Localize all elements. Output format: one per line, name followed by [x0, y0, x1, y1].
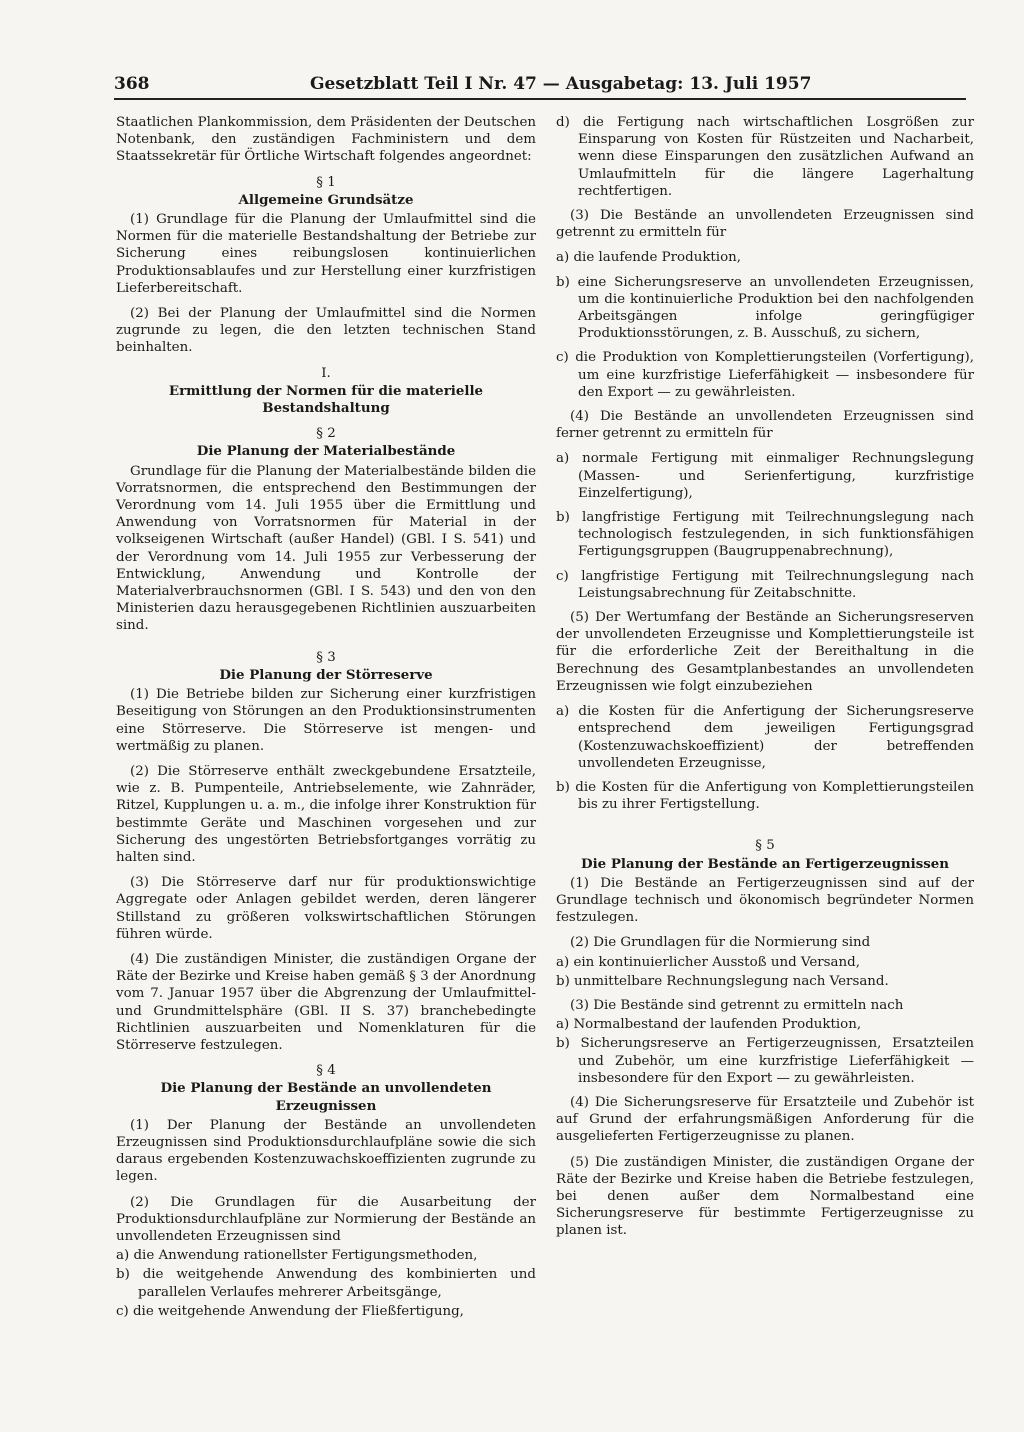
paragraph: (4) Die Bestände an unvollendeten Erzeugnissen sind ferner getrennt zu ermitteln für [556, 409, 974, 442]
intro-paragraph: Staatlichen Plankommission, dem Präsidenten der Deutschen Notenbank, den zuständigen Fachministern und dem Staatssekretär für Örtliche Wirtschaft folgendes angeordnet: [116, 115, 536, 165]
paragraph: Grundlage für die Planung der Materialbestände bilden die Vorratsnormen, die entsprechend den Bestimmungen der Verordnung vom 14. Juli 1955 über die Ermittlung und Anwendung von Vorratsnormen für Material in der volkseigenen Wirtschaft (außer Handel) (GBl. I S. 541) und der Verordnung vom 14. Juli 1955 zur Verbesserung der Entwicklung, Anwendung und Kontrolle der Materialverbrauchsnormen (GBl. I S. 543) und den von den Ministerien dazu herausgegebenen Richtlinien auszuarbeiten sind. [116, 463, 536, 634]
left-column [116, 114, 536, 1322]
paragraph: (5) Die zuständigen Minister, die zuständigen Organe der Räte der Bezirke und Kreise haben die Betriebe festzulegen, bei denen außer dem Normalbestand eine Sicherungsreserve für bestimmte Fertigerzeugnisse zu planen ist. [556, 1154, 974, 1239]
section-number: § 1 [316, 174, 336, 190]
list-item: a) die laufende Produktion, [556, 250, 742, 266]
list-item: d) die Fertigung nach wirtschaftlichen Losgrößen zur Einsparung von Kosten für Rüstzeiten und Nacharbeit, wenn diese Einsparungen den zusätzlichen Aufwand an Umlaufmitteln für die längere Lagerhaltung rechtfertigen. [556, 115, 974, 199]
paragraph: (3) Die Bestände an unvollendeten Erzeugnissen sind getrennt zu ermitteln für [556, 208, 974, 241]
section-number: § 2 [316, 426, 336, 442]
list-item: c) die weitgehende Anwendung der Fließfertigung, [116, 1303, 464, 1319]
paragraph: (4) Die zuständigen Minister, die zuständigen Organe der Räte der Bezirke und Kreise haben gemäß § 3 der Anordnung vom 7. Januar 1957 über die Abgrenzung der Umlaufmittel- und Grundmittelsphäre (GBl. II S. 37) branchebedingte Richtlinien auszuarbeiten und Nomenklaturen für die Störreserve festzulegen. [116, 951, 536, 1053]
page-header [114, 74, 966, 100]
list-item: a) ein kontinuierlicher Ausstoß und Versand, [556, 954, 860, 970]
section-number: § 4 [316, 1063, 336, 1079]
section-heading: Die Planung der Störreserve [219, 666, 433, 683]
list-item: b) langfristige Fertigung mit Teilrechnungslegung nach technologisch festzulegenden, in sich funktionsfähigen Fertigungsgruppen (Baugruppenabrechnung), [556, 510, 974, 560]
list-item: c) die Produktion von Komplettierungsteilen (Vorfertigung), um eine kurzfristige Lieferfähigkeit — insbesondere für den Export — zu gewährleisten. [556, 350, 974, 400]
paragraph: (3) Die Bestände sind getrennt zu ermitteln nach [570, 997, 904, 1013]
section-heading: Die Planung der Bestände an Fertigerzeugnissen [580, 855, 950, 872]
page-number: 368 [114, 74, 150, 94]
section-number: § 3 [316, 649, 336, 665]
paragraph: (1) Die Betriebe bilden zur Sicherung einer kurzfristigen Beseitigung von Störungen an den Produktionsinstrumenten eine Störreserve. Die Störreserve ist mengen- und wertmäßig zu planen. [116, 687, 536, 754]
section-heading: Allgemeine Grundsätze [238, 191, 414, 208]
paragraph: (1) Der Planung der Bestände an unvollendeten Erzeugnissen sind Produktionsdurchlaufpläne sowie die sich daraus ergebenden Kostenzuwachskoeffizienten zugrunde zu legen. [116, 1117, 536, 1185]
paragraph: (2) Die Störreserve enthält zweckgebundene Ersatzteile, wie z. B. Pumpenteile, Antriebselemente, wie Zahnräder, Ritzel, Kupplungen u. a. m., die infolge ihrer Konstruktion für bestimmte Geräte und Maschinen vorgesehen und zur Sicherung des ungestörten Betriebsfortganges vorrätig zu halten sind. [116, 763, 536, 865]
part-number: I. [321, 365, 331, 381]
section-heading: Die Planung der Bestände an unvollendeten Erzeugnissen [160, 1080, 492, 1114]
list-item: b) eine Sicherungsreserve an unvollendeten Erzeugnissen, um die kontinuierliche Produktion bei den nachfolgenden Arbeitsgängen infolge geringfügiger Produktionsstörungen, z. B. Ausschuß, zu sichern, [556, 274, 974, 342]
list-item: a) die Anwendung rationellster Fertigungsmethoden, [116, 1248, 478, 1264]
list-item: b) die Kosten für die Anfertigung von Komplettierungsteilen bis zu ihrer Fertigstellung. [556, 779, 974, 813]
paragraph: (2) Bei der Planung der Umlaufmittel sind die Normen zugrunde zu legen, die den letzten technischen Stand beinhalten. [116, 306, 536, 356]
list-item: c) langfristige Fertigung mit Teilrechnungslegung nach Leistungsabrechnung für Zeitabschnitte. [556, 568, 974, 601]
list-item: b) Sicherungsreserve an Fertigerzeugnissen, Ersatzteilen und Zubehör, um eine kurzfristige Lieferfähigkeit — insbesondere für den Export — zu gewährleisten. [556, 1036, 974, 1086]
list-item: a) die Kosten für die Anfertigung der Sicherungsreserve entsprechend dem jeweiligen Fertigungsgrad (Kostenzuwachskoeffizient) der betreffenden unvollendeten Erzeugnisse, [556, 704, 974, 771]
list-item: b) unmittelbare Rechnungslegung nach Versand. [556, 973, 889, 989]
section-number: § 5 [755, 838, 775, 854]
list-item: b) die weitgehende Anwendung des kombinierten und parallelen Verlaufes mehrerer Arbeitsgänge, [116, 1267, 536, 1300]
paragraph: (2) Die Grundlagen für die Ausarbeitung der Produktionsdurchlaufpläne zur Normierung der Bestände an unvollendeten Erzeugnissen sind [116, 1194, 536, 1244]
paragraph: (1) Die Bestände an Fertigerzeugnissen sind auf der Grundlage technisch und ökonomisch begründeter Normen festzulegen. [556, 875, 974, 926]
running-title: Gesetzblatt Teil I Nr. 47 — Ausgabetag: 13. Juli 1957 [310, 74, 812, 94]
paragraph: (2) Die Grundlagen für die Normierung sind [570, 935, 871, 951]
paragraph: (4) Die Sicherungsreserve für Ersatzteile und Zubehör ist auf Grund der erfahrungsmäßigen Anforderung für die ausgelieferten Fertigerzeugnisse zu planen. [556, 1094, 974, 1145]
list-item: a) Normalbestand der laufenden Produktion, [556, 1017, 862, 1033]
paragraph: (1) Grundlage für die Planung der Umlaufmittel sind die Normen für die materielle Bestandshaltung der Betriebe zur Sicherung eines reibungslosen kontinuierlichen Produktionsablaufes und zur Herstellung einer kurzfristigen Lieferbereitschaft. [116, 212, 536, 296]
part-heading: Ermittlung der Normen für die materielle Bestandshaltung [168, 382, 484, 417]
right-column [556, 114, 974, 1248]
paragraph: (3) Die Störreserve darf nur für produktionswichtige Aggregate oder Anlagen gebildet werden, deren längerer Stillstand zu größeren volkswirtschaftlichen Störungen führen würde. [116, 875, 536, 942]
list-item: a) normale Fertigung mit einmaliger Rechnungslegung (Massen- und Serienfertigung, kurzfristige Einzelfertigung), [556, 451, 974, 501]
paragraph: (5) Der Wertumfang der Bestände an Sicherungsreserven der unvollendeten Erzeugnisse und Komplettierungsteile ist für die erforderliche Zeit der Bereithaltung in die Berechnung des Gesamtplanbestandes an unvollendeten Erzeugnissen wie folgt einzubeziehen [556, 610, 974, 694]
section-heading: Die Planung der Materialbestände [196, 443, 456, 460]
